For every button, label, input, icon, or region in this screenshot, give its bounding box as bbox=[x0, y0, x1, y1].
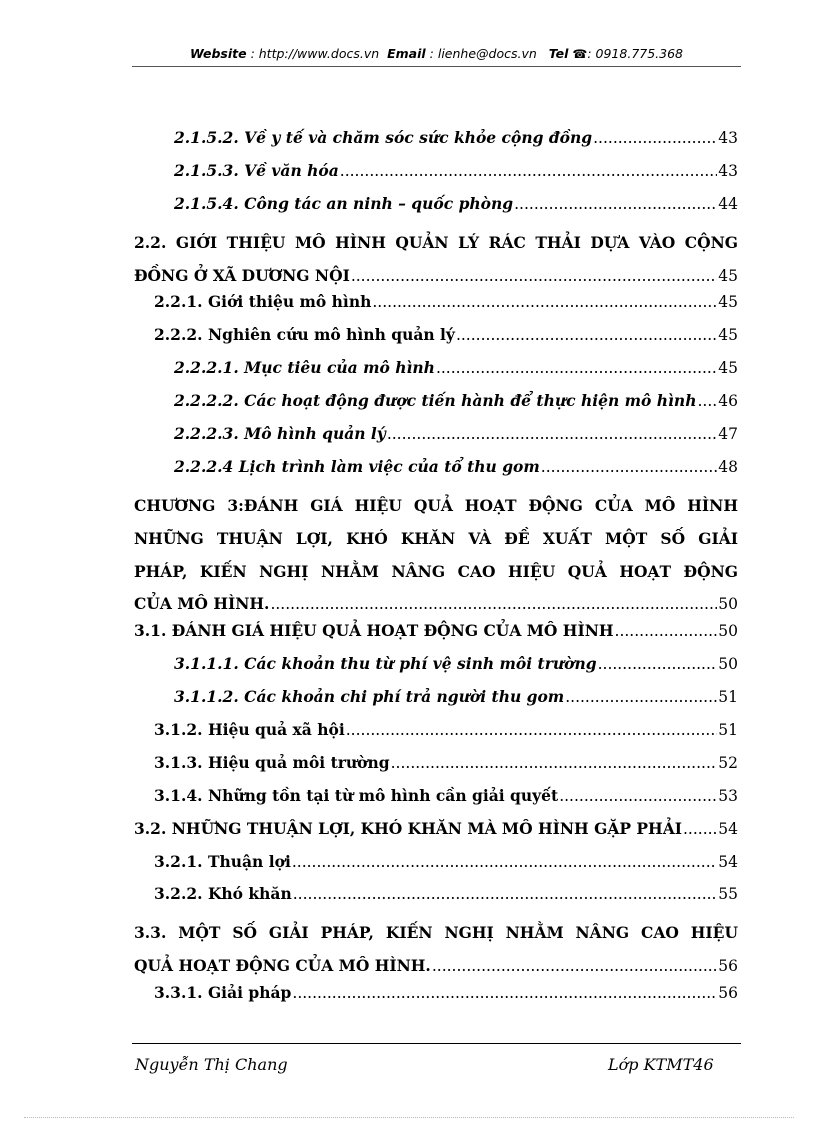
toc-entry-title: 2.2.1. Giới thiệu mô hình bbox=[154, 292, 372, 312]
toc-entry bbox=[134, 194, 738, 227]
toc-leader-dots bbox=[541, 458, 717, 476]
toc-entry-title: CỦA MÔ HÌNH. bbox=[134, 594, 270, 614]
email-value: : lienhe@docs.vn bbox=[429, 46, 537, 61]
toc-entry bbox=[134, 884, 738, 917]
toc-entry bbox=[134, 786, 738, 819]
toc-leader-dots bbox=[391, 754, 718, 772]
toc-entry-title: NHỮNG THUẬN LỢI, KHÓ KHĂN VÀ ĐỀ XUẤT MỘT SỐ GIẢI bbox=[134, 528, 738, 548]
toc-entry-line bbox=[134, 227, 738, 260]
toc-entry bbox=[134, 852, 738, 885]
footer-class: Lớp KTMT46 bbox=[608, 1055, 714, 1074]
toc-leader-dots bbox=[514, 195, 717, 213]
toc-entry-title: 2.1.5.3. Về văn hóa bbox=[174, 160, 339, 180]
toc-entry-title: 3.1.1.2. Các khoản chi phí trả người thu gom bbox=[174, 687, 565, 707]
toc-leader-dots bbox=[292, 853, 717, 871]
email-label: Email bbox=[387, 46, 426, 61]
website-value: : http://www.docs.vn bbox=[250, 46, 380, 61]
toc-entry-title: 3.2. NHỮNG THUẬN LỢI, KHÓ KHĂN MÀ MÔ HÌNH GẶP PHẢI bbox=[134, 818, 682, 838]
toc-entry bbox=[134, 358, 738, 391]
toc-entry bbox=[134, 128, 738, 161]
toc-entry bbox=[134, 391, 738, 424]
toc-leader-dots bbox=[387, 425, 717, 443]
toc-page-number: 50 bbox=[718, 622, 738, 641]
toc-page-number: 45 bbox=[718, 293, 738, 312]
toc-leader-dots bbox=[292, 984, 717, 1002]
toc-entry bbox=[134, 654, 738, 687]
toc-page-number: 51 bbox=[718, 688, 738, 707]
toc-entry-line bbox=[134, 490, 738, 523]
toc-entry-title: 2.1.5.4. Công tác an ninh – quốc phòng bbox=[174, 193, 514, 213]
toc-entry-line bbox=[134, 260, 738, 293]
toc-page-number: 54 bbox=[718, 852, 738, 871]
toc-entry bbox=[134, 227, 738, 293]
toc-leader-dots bbox=[615, 622, 718, 640]
toc-entry bbox=[134, 819, 738, 852]
toc-page-number: 43 bbox=[718, 161, 738, 180]
page-header bbox=[132, 46, 741, 61]
table-of-contents bbox=[134, 128, 738, 1016]
toc-page-number: 56 bbox=[718, 957, 738, 976]
toc-entry-title: 2.2.2.1. Mục tiêu của mô hình bbox=[174, 358, 435, 378]
toc-leader-dots bbox=[697, 392, 717, 410]
toc-entry bbox=[134, 917, 738, 983]
toc-entry bbox=[134, 325, 738, 358]
toc-leader-dots bbox=[270, 588, 717, 621]
toc-entry-title: 3.1.1.1. Các khoản thu từ phí vệ sinh môi trường bbox=[174, 654, 597, 674]
toc-entry-title: ĐỒNG Ở XÃ DƯƠNG NỘI bbox=[134, 265, 350, 285]
toc-entry-title: CHƯƠNG 3:ĐÁNH GIÁ HIỆU QUẢ HOẠT ĐỘNG CỦA MÔ HÌNH bbox=[134, 495, 738, 515]
toc-page-number: 45 bbox=[718, 359, 738, 378]
toc-entry-title: 2.1.5.2. Về y tế và chăm sóc sức khỏe cộng đồng bbox=[174, 128, 593, 147]
toc-page-number: 45 bbox=[718, 326, 738, 345]
toc-entry-title: 3.3.1. Giải pháp bbox=[154, 983, 292, 1003]
toc-entry bbox=[134, 490, 738, 622]
toc-entry-title: 3.2.1. Thuận lợi bbox=[154, 851, 291, 871]
toc-page-number: 45 bbox=[718, 266, 738, 285]
toc-entry-title: 2.2. GIỚI THIỆU MÔ HÌNH QUẢN LÝ RÁC THẢI DỰA VÀO CỘNG bbox=[134, 232, 738, 252]
toc-entry bbox=[134, 720, 738, 753]
footer-author: Nguyễn Thị Chang bbox=[135, 1055, 288, 1074]
toc-leader-dots bbox=[372, 293, 717, 311]
toc-page-number: 56 bbox=[718, 984, 738, 1003]
toc-leader-dots bbox=[432, 950, 717, 983]
toc-entry-title: 3.1.4. Những tồn tại từ mô hình cần giải quyết bbox=[154, 785, 559, 805]
toc-page-number: 48 bbox=[718, 457, 738, 476]
toc-entry bbox=[134, 621, 738, 654]
toc-page-number: 52 bbox=[718, 753, 738, 772]
toc-entry bbox=[134, 292, 738, 325]
toc-entry-title: 2.2.2.3. Mô hình quản lý bbox=[174, 424, 386, 444]
toc-entry-title: 2.2.2. Nghiên cứu mô hình quản lý bbox=[154, 325, 455, 345]
toc-page-number: 50 bbox=[718, 595, 738, 614]
toc-entry-title: QUẢ HOẠT ĐỘNG CỦA MÔ HÌNH. bbox=[134, 956, 431, 976]
toc-leader-dots bbox=[436, 359, 717, 377]
tel-value: : 0918.775.368 bbox=[587, 46, 684, 61]
toc-entry-line bbox=[134, 556, 738, 589]
toc-page-number: 54 bbox=[718, 819, 738, 838]
toc-leader-dots bbox=[293, 885, 718, 903]
toc-entry-line bbox=[134, 588, 738, 621]
toc-entry-title: 3.1.2. Hiệu quả xã hội bbox=[154, 720, 345, 740]
toc-leader-dots bbox=[598, 655, 718, 673]
toc-leader-dots bbox=[456, 326, 717, 344]
toc-leader-dots bbox=[346, 721, 718, 739]
toc-entry-title: 2.2.2.2. Các hoạt động được tiến hành để thực hiện mô hình bbox=[174, 391, 697, 411]
toc-entry-title: 3.1. ĐÁNH GIÁ HIỆU QUẢ HOẠT ĐỘNG CỦA MÔ HÌNH bbox=[134, 621, 614, 641]
toc-page-number: 47 bbox=[718, 425, 738, 444]
toc-entry-title: 2.2.2.4 Lịch trình làm việc của tổ thu gom bbox=[174, 456, 540, 476]
page-bottom-border bbox=[24, 1117, 794, 1118]
toc-page-number: 55 bbox=[718, 885, 738, 904]
toc-page-number: 44 bbox=[718, 194, 738, 213]
toc-leader-dots bbox=[559, 787, 717, 805]
toc-leader-dots bbox=[340, 162, 717, 180]
website-label: Website bbox=[189, 46, 247, 61]
toc-entry-title: 3.1.3. Hiệu quả môi trường bbox=[154, 752, 390, 772]
toc-entry-title: 3.2.2. Khó khăn bbox=[154, 884, 292, 904]
phone-icon: ☎ bbox=[572, 47, 588, 61]
toc-entry-line bbox=[134, 917, 738, 950]
toc-page-number: 43 bbox=[718, 129, 738, 147]
toc-leader-dots bbox=[565, 688, 717, 706]
toc-entry bbox=[134, 161, 738, 194]
toc-entry bbox=[134, 983, 738, 1016]
toc-leader-dots bbox=[351, 260, 717, 293]
toc-leader-dots bbox=[593, 129, 717, 147]
toc-entry-title: PHÁP, KIẾN NGHỊ NHẰM NÂNG CAO HIỆU QUẢ HOẠT ĐỘNG bbox=[134, 561, 738, 581]
toc-entry bbox=[134, 753, 738, 786]
toc-page-number: 51 bbox=[718, 721, 738, 740]
toc-page-number: 46 bbox=[718, 392, 738, 411]
toc-page-number: 53 bbox=[718, 786, 738, 805]
header-divider bbox=[132, 66, 741, 67]
toc-page-number: 50 bbox=[718, 655, 738, 674]
toc-entry bbox=[134, 424, 738, 457]
footer-divider bbox=[132, 1043, 741, 1044]
toc-entry-line bbox=[134, 523, 738, 556]
toc-entry-title: 3.3. MỘT SỐ GIẢI PHÁP, KIẾN NGHỊ NHẰM NÂNG CAO HIỆU bbox=[134, 923, 738, 943]
toc-entry bbox=[134, 457, 738, 490]
toc-entry-line bbox=[134, 950, 738, 983]
toc-entry bbox=[134, 687, 738, 720]
toc-leader-dots bbox=[683, 820, 717, 838]
tel-label: Tel bbox=[548, 46, 569, 61]
